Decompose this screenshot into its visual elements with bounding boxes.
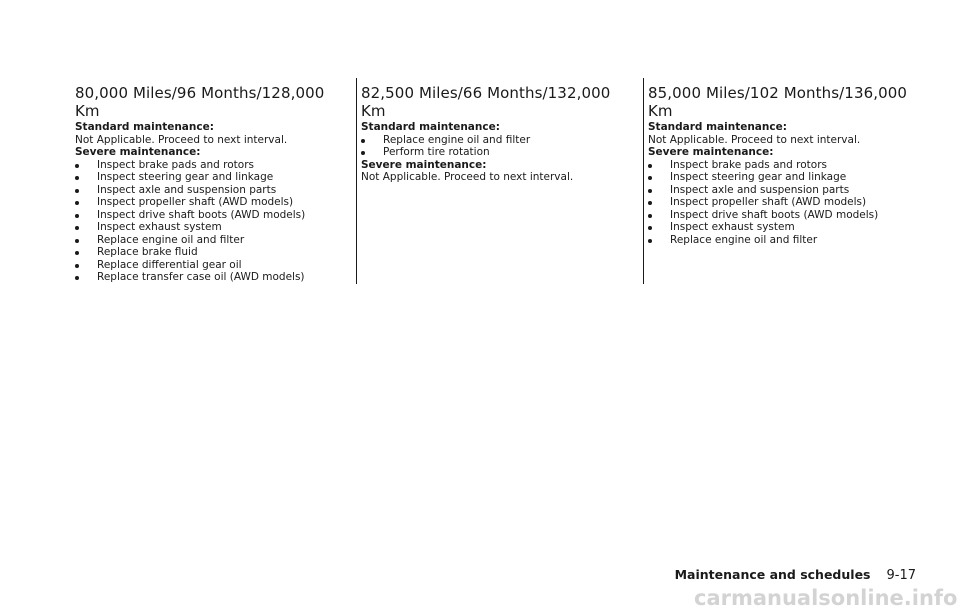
bullet-icon [648, 214, 652, 218]
bullet-icon [75, 239, 79, 243]
list-item [648, 159, 916, 172]
list-item-text: Inspect drive shaft boots (AWD models) [97, 208, 306, 221]
bullet-icon [648, 164, 652, 168]
list-item-text: Replace brake fluid [97, 246, 198, 258]
list-item-text: Replace transfer case oil (AWD models) [97, 271, 305, 283]
interval-title: 80,000 Miles/96 Months/128,000 Km [75, 84, 325, 120]
column-divider [356, 78, 357, 284]
severe-maintenance-label: Severe maintenance: [361, 158, 487, 171]
standard-maintenance-label: Standard maintenance: [648, 121, 787, 133]
standard-maintenance-text: Not Applicable. Proceed to next interval. [75, 133, 288, 146]
list-item [648, 184, 916, 197]
list-item [75, 159, 343, 172]
interval-column-80000 [75, 84, 343, 284]
bullet-icon [75, 264, 79, 268]
interval-column-85000 [648, 84, 916, 246]
list-item [75, 259, 343, 272]
interval-column-82500 [361, 84, 629, 184]
watermark: carmanualsonline.info [694, 586, 958, 610]
bullet-icon [75, 176, 79, 180]
standard-maintenance-text: Not Applicable. Proceed to next interval. [648, 133, 861, 146]
list-item-text: Inspect brake pads and rotors [670, 158, 827, 171]
standard-maintenance-list [361, 134, 629, 159]
list-item [361, 134, 629, 147]
severe-maintenance-label: Severe maintenance: [75, 146, 201, 158]
bullet-icon [75, 189, 79, 193]
list-item [75, 171, 343, 184]
bullet-icon [648, 201, 652, 205]
list-item-text: Inspect propeller shaft (AWD models) [670, 196, 867, 208]
list-item-text: Perform tire rotation [383, 146, 490, 158]
bullet-icon [361, 139, 365, 143]
standard-maintenance-label: Standard maintenance: [75, 121, 214, 133]
list-item [75, 209, 343, 222]
list-item-text: Replace engine oil and filter [383, 133, 531, 146]
list-item-text: Replace differential gear oil [97, 258, 242, 271]
list-item-text: Replace engine oil and filter [97, 233, 245, 246]
list-item-text: Replace engine oil and filter [670, 233, 818, 246]
severe-maintenance-label: Severe maintenance: [648, 146, 774, 158]
list-item-text: Inspect axle and suspension parts [97, 183, 277, 196]
interval-title: 85,000 Miles/102 Months/136,000 Km [648, 84, 908, 120]
bullet-icon [75, 226, 79, 230]
list-item [361, 146, 629, 159]
list-item [648, 171, 916, 184]
list-item-text: Inspect axle and suspension parts [670, 183, 850, 196]
list-item-text: Inspect propeller shaft (AWD models) [97, 196, 294, 208]
list-item [648, 234, 916, 247]
severe-maintenance-list [75, 159, 343, 284]
bullet-icon [648, 176, 652, 180]
severe-maintenance-list [648, 159, 916, 247]
list-item [648, 196, 916, 209]
list-item-text: Inspect drive shaft boots (AWD models) [670, 208, 879, 221]
standard-maintenance-label: Standard maintenance: [361, 121, 500, 133]
list-item [648, 209, 916, 222]
list-item-text: Inspect exhaust system [670, 221, 795, 233]
page-footer [675, 567, 916, 583]
bullet-icon [75, 201, 79, 205]
bullet-icon [648, 239, 652, 243]
list-item [75, 234, 343, 247]
bullet-icon [75, 214, 79, 218]
interval-title: 82,500 Miles/66 Months/132,000 Km [361, 84, 611, 120]
list-item [648, 221, 916, 234]
bullet-icon [75, 276, 79, 280]
list-item [75, 221, 343, 234]
list-item-text: Inspect steering gear and linkage [670, 171, 847, 183]
severe-maintenance-text: Not Applicable. Proceed to next interval. [361, 171, 574, 183]
bullet-icon [648, 226, 652, 230]
bullet-icon [361, 151, 365, 155]
list-item [75, 271, 343, 284]
list-item [75, 184, 343, 197]
page-number: 9-17 [886, 568, 916, 583]
list-item-text: Inspect exhaust system [97, 221, 222, 233]
list-item [75, 196, 343, 209]
list-item [75, 246, 343, 259]
footer-section-title: Maintenance and schedules [674, 567, 871, 582]
list-item-text: Inspect brake pads and rotors [97, 158, 254, 171]
column-divider [643, 78, 644, 284]
bullet-icon [75, 164, 79, 168]
bullet-icon [75, 251, 79, 255]
list-item-text: Inspect steering gear and linkage [97, 171, 274, 183]
bullet-icon [648, 189, 652, 193]
